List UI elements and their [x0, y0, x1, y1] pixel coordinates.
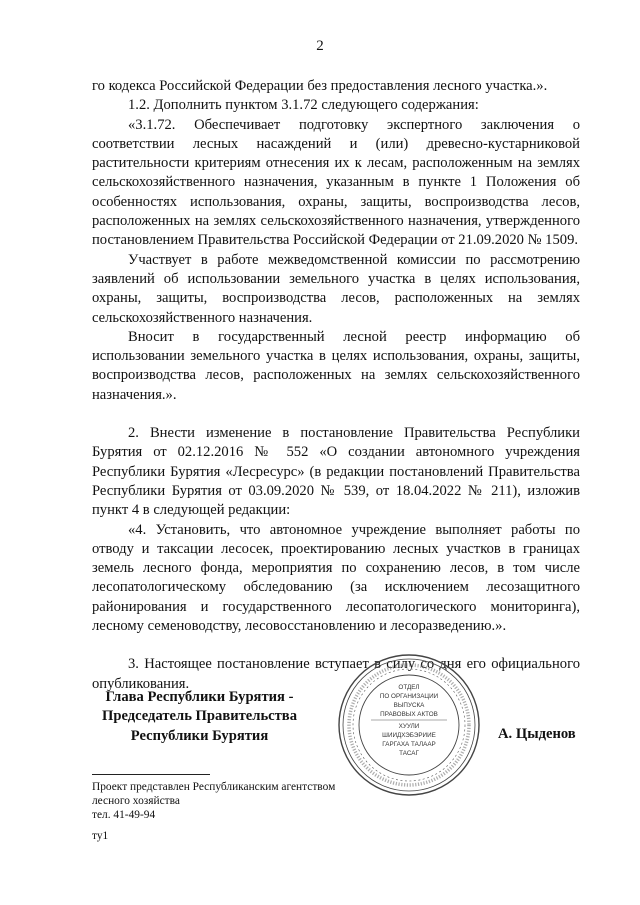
signatory-name: А. Цыденов: [498, 726, 576, 742]
seal-text: ВЫПУСКА: [393, 702, 425, 709]
paragraph: го кодекса Российской Федерации без предоставления лесного участка.».: [92, 78, 548, 94]
paragraph: 1.2. Дополнить пунктом 3.1.72 следующего содержания:: [128, 97, 479, 114]
seal-text: ШИИДХЭБЭРИИЕ: [382, 732, 436, 739]
paragraph: Участвует в работе межведомственной комиссии по рассмотрению заявлений об использовании земельного участка в целях использования, охраны, защиты, воспроизводства лесов, расположенных на землях сельскохозяйственного назначения.: [92, 251, 580, 326]
signatory-title-line: Глава Республики Бурятия -: [105, 689, 294, 705]
seal-text: ПРАВОВЫХ АКТОВ: [380, 711, 438, 718]
seal-text: ТАСАГ: [399, 750, 419, 757]
footnote: [92, 780, 392, 822]
seal-text: ХУУЛИ: [398, 723, 420, 730]
document-code: ту1: [92, 830, 109, 842]
footnote-line: Проект представлен Республиканским агентством: [92, 781, 336, 793]
seal-text: ОТДЕЛ: [398, 684, 420, 691]
official-seal: [336, 652, 482, 798]
footnote-line: лесного хозяйства: [92, 795, 180, 807]
paragraph: «3.1.72. Обеспечивает подготовку экспертного заключения о соответствии лесных насаждений и (или) древесно-кустарниковой растительности критериям отнесения их к лесам, расположенным на землях сельскохозяйственного назначения, указанным в пункте 1 Положения об особенностях использования, охраны, защиты, воспроизводства лесов, расположенных на землях сельскохозяйственного назначения, утвержденного постановлением Правительства Российской Федерации от 21.09.2020 № 1509.: [92, 116, 580, 249]
signatory-title-line: Республики Бурятия: [130, 727, 269, 744]
signatory-title: [92, 688, 307, 746]
paragraph: «4. Установить, что автономное учреждение выполняет работы по отводу и таксации лесосек, проектированию лесных участков в границах земель лесного фонда, мероприятия по сохранению лесов, в том числе лесопатологическому обследованию (за исключением лесозащитного районирования и государственного лесопатологического мониторинга), лесному семеноводству, лесовосстановлению и лесоразведению.».: [92, 521, 580, 635]
footnote-line: тел. 41-49-94: [92, 809, 156, 821]
seal-text: ГАРГАХА ТАЛААР: [382, 741, 436, 748]
page-number: 2: [316, 38, 324, 54]
paragraph: Вносит в государственный лесной реестр информацию об использовании земельного участка в целях использования, охраны, защиты, воспроизводства лесов, расположенных на землях сельскохозяйственного назначения.».: [92, 328, 580, 403]
footnote-divider: [92, 774, 210, 775]
paragraph: 2. Внести изменение в постановление Правительства Республики Бурятия от 02.12.2016 № 552 «О создании автономного учреждения Республики Бурятия «Лесресурс» (в редакции постановлений Правительства Республики Бурятия от 03.09.2020 № 539, от 18.04.2022 № 211), изложив пункт 4 в следующей редакции:: [92, 425, 580, 519]
document-body: [92, 77, 580, 694]
signatory-title-line: Председатель Правительства: [101, 708, 297, 725]
seal-text: ПО ОРГАНИЗАЦИИ: [379, 693, 439, 700]
paragraph: 3. Настоящее постановление вступает в силу со дня его официального опубликования.: [92, 656, 580, 692]
